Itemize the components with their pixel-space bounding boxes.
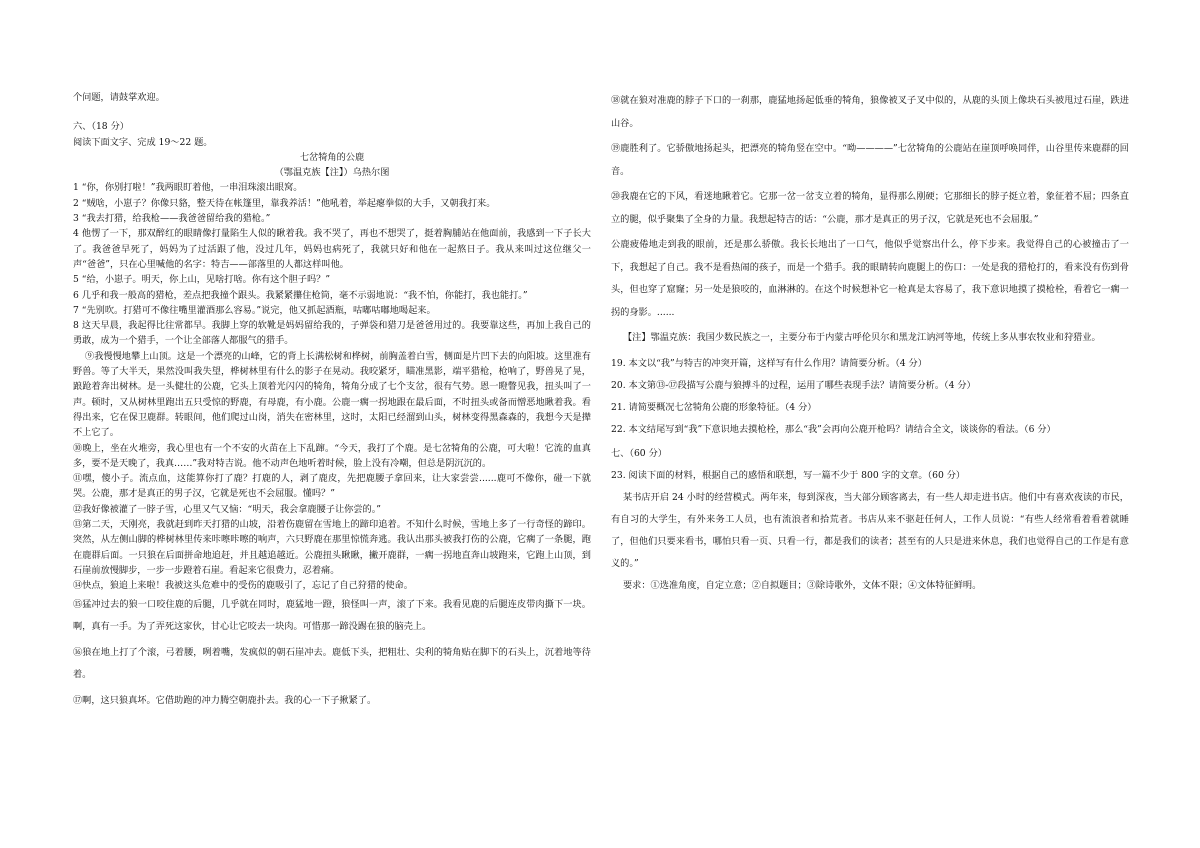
intro-tail: 个问题，请鼓掌欢迎。	[73, 92, 165, 103]
paragraph: ⑪嘿，傻小子。流点血，这能算你打了鹿？打鹿的人，剥了鹿皮，先把鹿腰子拿回来，让大家尝尝......鹿可不像你，碰一下就哭。公鹿，那才是真正的男子汉，它就是死也不会屈服。懂吗？”	[73, 473, 591, 500]
question-21: 21. 请简要概况七岔犄角公鹿的形象特征。（4 分）	[611, 402, 817, 413]
spacer	[73, 105, 591, 119]
paragraph: ⑳我鹿在它的下风，看迷地瞅着它。它那一岔一岔支立着的犄角，显得那么刚硬；它那细长的脖子挺立着，象征着不屈；四条直立的腿，似乎聚集了全身的力量。我想起特吉的话：“公鹿，那才是真正的男子汉，它就是死也不会屈服。”	[611, 191, 1129, 225]
paragraph: ⑲鹿胜利了。它骄傲地扬起头，把漂亮的犄角竖在空中。“呦————”七岔犄角的公鹿站在崖顶呼唤同伴，山谷里传来鹿群的回音。	[611, 143, 1129, 177]
paragraph: ⑮猛冲过去的狼一口咬住鹿的后腿，几乎就在同时，鹿猛地一蹬，狼怪叫一声，滚了下来。我看见鹿的后腿连皮带肉撕下一块。啊，真有一手。为了弄死这家伙，甘心让它咬去一块肉。可惜那一蹄没踢在狼的脑壳上。	[73, 598, 591, 632]
writing-requirements: 要求：①选准角度，自定立意；②自拟题目；③除诗歌外，文体不限；④文体特征鲜明。	[623, 580, 982, 591]
paragraph: ⑰啊，这只狼真坏。它借助跑的冲力腾空朝鹿扑去。我的心一下子揪紧了。	[73, 694, 377, 706]
paragraph: 公鹿疲倦地走到我的眼前，还是那么骄傲。我长长地出了一口气，他似乎觉察出什么，停下步来。我觉得自己的心被撞击了一下，我想起了自己。我不是看热闹的孩子，而是一个猎手。我的眼睛转向鹿腿上的伤口：一处是我的猎枪打的，看来没有伤到骨头，但也穿了窟窿；另一处是狼咬的，血淋淋的。在这个时候想补它一枪真是太容易了，我下意识地摸了摸枪栓，看着它一瘸一拐的身影。......	[611, 239, 1129, 318]
paragraph: ⑬第二天，天刚亮，我就赶到昨天打猎的山坡，沿着伤鹿留在雪地上的蹄印追着。不知什么时候，雪地上多了一行奇怪的蹄印。突然，从左侧山脚的桦树林里传来咔嚓咔嚓的响声，六只野鹿在那里惊慌奔逃。我认出那头被我打伤的公鹿，它瘸了一条腿，跑在鹿群后面。一只狼在后面拼命地追赶，并且越追越近。公鹿扭头瞅瞅，撇开鹿群，一瘸一拐地直奔山坡跑来，它跑上山顶，到石崖前放慢脚步，一步一步蹬着石崖。看起来它很费力，忍着痛。	[73, 519, 591, 576]
question-19: 19. 本文以“我”与特吉的冲突开篇，这样写有什么作用？请简要分析。（4 分）	[611, 358, 927, 369]
section-seven-heading: 七、（60 分）	[611, 448, 667, 459]
story-author: （鄂温克族【注】）乌热尔图	[274, 167, 390, 179]
paragraph: ⑯狼在地上打了个滚，弓着腰，咧着嘴，发疯似的朝石崖冲去。鹿低下头，把粗壮、尖利的犄角贴在脚下的石头上，沉着地等待着。	[73, 646, 591, 680]
paragraph: ⑭快点，狼追上来啦！我被这头危难中的受伤的鹿吸引了，忘记了自己狩猎的使命。	[73, 580, 413, 592]
paragraph: ⑱就在狼对准鹿的脖子下口的一刹那，鹿猛地扬起低垂的犄角，狼像被叉子叉中似的，从鹿的头顶上像块石头被甩过石崖，跌进山谷。	[611, 95, 1129, 129]
question-20: 20. 本文第⑬-⑰段描写公鹿与狼搏斗的过程，运用了哪些表现手法？请简要分析。（4 分）	[611, 380, 976, 391]
left-column	[73, 90, 591, 715]
paragraph: 4 他愣了一下，那双醉红的眼睛像打量陷生人似的瞅着我。我不哭了，再也不想哭了，挺着胸脯站在他面前，我感到一下子长大了。我爸爸早死了，妈妈为了过活跟了他，没过几年，妈妈也病死了，我就只好和他在一起熬日子。我从来叫过这位继父一声“爸爸”，只在心里喊他的名字：特吉——部落里的人都这样叫他。	[73, 228, 591, 270]
paragraph: 6 几乎和我一般高的猎枪，差点把我撞个跟头。我紧紧攥住枪筒，毫不示弱地说：“我不怕，你能打，我也能打。”	[73, 289, 528, 301]
reading-instruction: 阅读下面文字、完成 19～22 题。	[73, 136, 213, 148]
footnote: 【注】鄂温克族：我国少数民族之一，主要分布于内蒙古呼伦贝尔和黑龙江讷河等地，传统上多从事农牧业和狩猎业。	[623, 332, 1101, 343]
paragraph: ⑩晚上，坐在火堆旁，我心里也有一个不安的火苗在上下乱蹿。“今天，我打了个鹿。是七岔犄角的公鹿，可大啦！它流的血真多，要不是天晚了，我真……”我对特吉说。他不动声色地听着时候，脸上没有冷嘲，但总是阴沉沉的。	[73, 442, 591, 469]
paragraph: 7 “先别吹。打猎可不像往嘴里灌酒那么容易。”说完，他又抓起酒瓶，咕嘟咕嘟地喝起来。	[73, 304, 436, 316]
question-23: 23. 阅读下面的材料，根据自己的感悟和联想，写一篇不少于 800 字的文章。（60 分）	[611, 470, 966, 481]
paragraph: ⑫我好像被灌了一脖子雪，心里又气又恼：“明天，我会拿鹿腰子让你尝的。”	[73, 503, 381, 515]
right-column	[611, 90, 1129, 597]
section-heading: 六、（18 分）	[73, 121, 129, 133]
paragraph: 8 这天早晨，我起得比往常都早。我脚上穿的软靴是妈妈留给我的，子弹袋和猎刀是爸爸用过的。我要靠这些，再加上我自己的勇敢，成为一个猎手，一个让全部落人都服气的猎手。	[73, 320, 591, 347]
paragraph: 3 “我去打猎，给我枪——我爸爸留给我的猎枪。”	[73, 213, 271, 225]
question-22: 22. 本文结尾写到“我”下意识地去摸枪栓，那么“我”会再向公鹿开枪吗？请结合全文，谈谈你的看法。（6 分）	[611, 424, 1056, 435]
paragraph: ⑨我慢慢地攀上山顶。这是一个漂亮的山峰，它的背上长满松树和桦树，前胸盖着白雪，侧面是片凹下去的向阳坡。这里准有野兽。等了大半天，果然没叫我失望，桦树林里有什么的影子在晃动。我咬紧牙，瞄准黑影，端平猎枪，枪响了，野兽晃了晃，踉跄着奔出树林。是一头健壮的公鹿，它头上顶着光闪闪的犄角，犄角分成了七个支岔，很有气势。恩一瞪瞥见我，扭头叫了一声。顿时，又从树林里跑出五只受惊的野鹿，有母鹿，有小鹿。公鹿一瘸一拐地跟在最后面，不时扭头或备而憎恶地瞅着我。看得出来，它在保卫鹿群。转眼间，他们爬过山岗，消失在密林里，这时，太阳已经溜到山头，树林变得黑森森的，我想今天是撵不上它了。	[73, 350, 591, 439]
paragraph: 1 “你，你别打啦！”我两眼盯着他，一串泪珠滚出眼窝。	[73, 182, 303, 194]
story-title: 七岔犄角的公鹿	[299, 151, 365, 163]
writing-material: 某书店开启 24 小时的经营模式。两年来，每到深夜，当大部分顾客离去，有一些人却走进书店。他们中有喜欢夜读的市民，有自习的大学生，有外来务工人员，也有流浪者和拾荒者。书店从来不驱赶任何人，工作人员说：“有些人经常看着看着就睡了，但他们只要来看书，哪怕只看一页、只看一行，都是我们的读者；甚至有的人只是进来休息，我们也觉得自己的工作是有意义的。”	[611, 492, 1129, 569]
paragraph: 5 “给，小崽子。明天，你上山，见啥打啥。你有这个胆子吗？”	[73, 274, 331, 286]
paragraph: 2 “贼啥，小崽子？你像只貉，整天待在帐篷里，靠我养活！”他吼着，举起瘪拳似的大手，又朝我打来。	[73, 197, 496, 209]
